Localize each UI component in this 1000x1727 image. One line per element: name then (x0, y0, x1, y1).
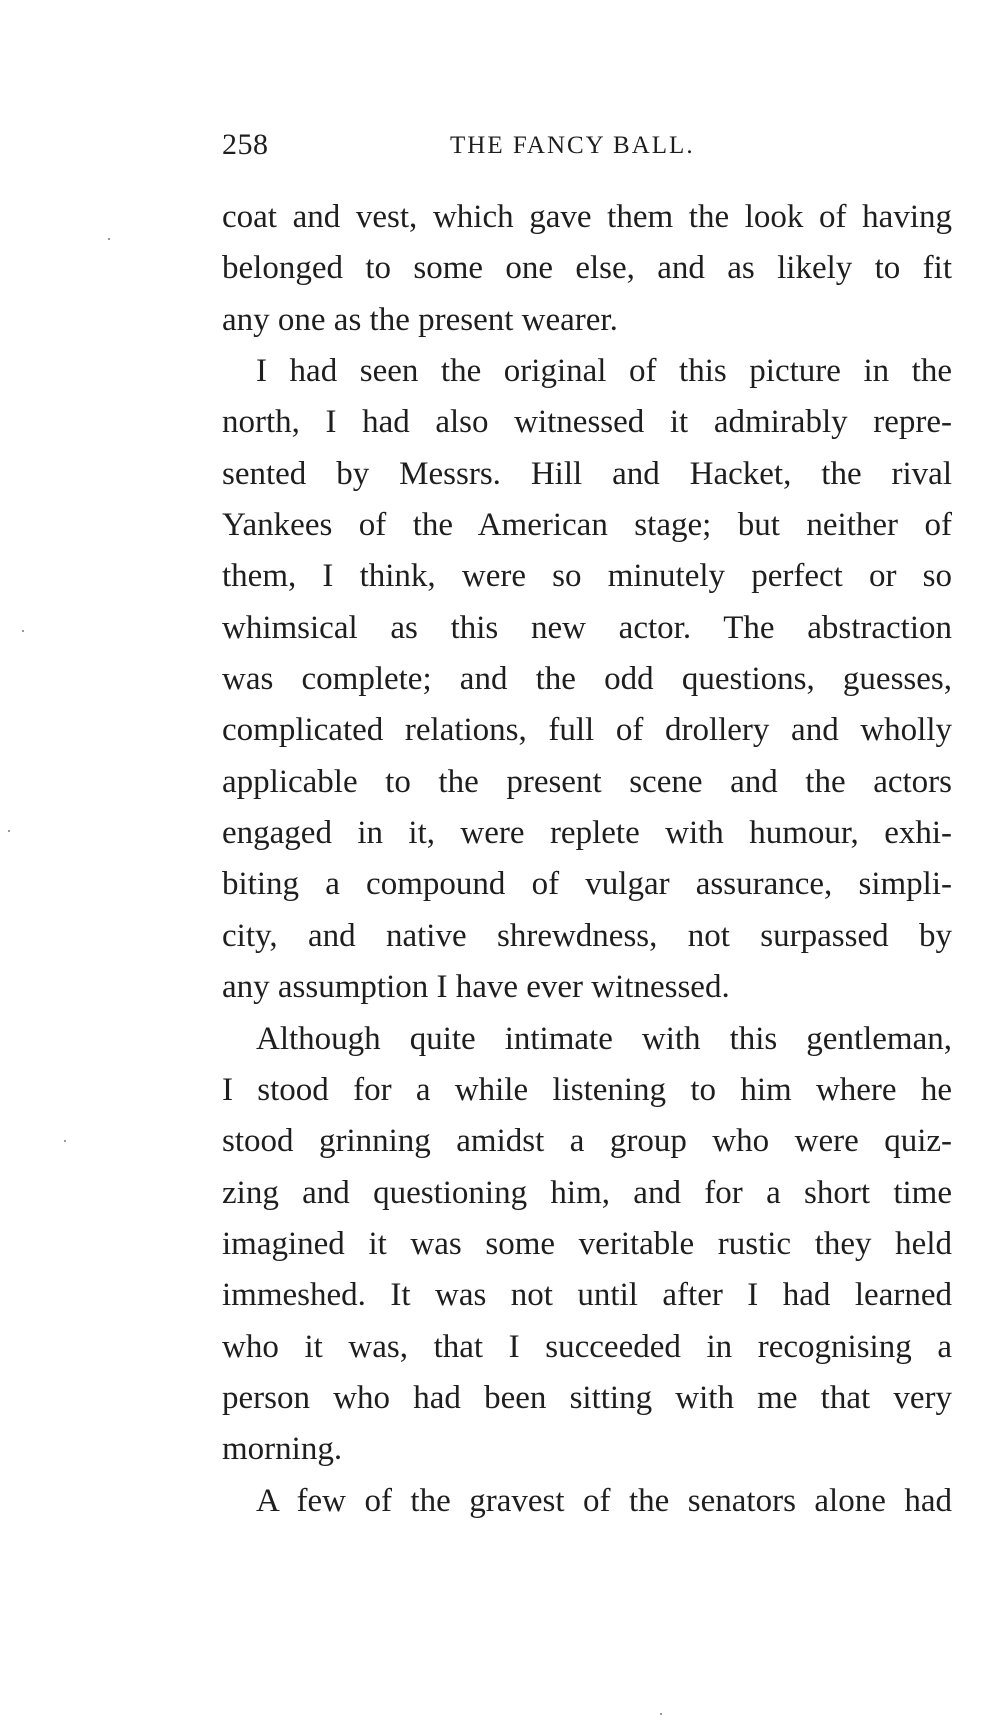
scan-speck (108, 238, 110, 240)
text-line: complicated relations, full of drollery and wholly (222, 712, 952, 749)
scan-speck (660, 1713, 662, 1715)
text-line: zing and questioning him, and for a short time (222, 1174, 952, 1211)
running-head (222, 128, 952, 168)
text-line: biting a compound of vulgar assurance, simpli- (222, 866, 952, 903)
text-line: applicable to the present scene and the actors (222, 763, 952, 800)
running-title: THE FANCY BALL. (450, 132, 695, 159)
text-line: I stood for a while listening to him where he (222, 1071, 952, 1108)
text-line: was complete; and the odd questions, guesses, (222, 661, 952, 698)
text-line: immeshed. It was not until after I had learned (222, 1277, 952, 1314)
text-line: coat and vest, which gave them the look of having (222, 199, 952, 235)
text-line: belonged to some one else, and as likely to fit (222, 250, 952, 287)
scan-speck (64, 1140, 66, 1142)
paragraph-start-line: I had seen the original of this picture in the (256, 353, 952, 390)
text-line: morning. (222, 1431, 343, 1468)
text-line: them, I think, were so minutely perfect or so (222, 558, 952, 595)
text-line: person who had been sitting with me that very (222, 1379, 952, 1416)
text-line: any assumption I have ever witnessed. (222, 969, 730, 1006)
text-line: north, I had also witnessed it admirably repre- (222, 404, 952, 441)
text-line: any one as the present wearer. (222, 301, 618, 338)
scan-speck (8, 830, 10, 832)
body-text (222, 192, 952, 1527)
text-line: imagined it was some veritable rustic they held (222, 1225, 952, 1262)
scan-speck (22, 630, 24, 632)
text-line: whimsical as this new actor. The abstraction (222, 609, 952, 646)
text-line: engaged in it, were replete with humour, exhi- (222, 815, 952, 852)
paragraph-start-line: Although quite intimate with this gentleman, (256, 1020, 952, 1057)
paragraph-start-line: A few of the gravest of the senators alone had (256, 1482, 952, 1519)
text-line: stood grinning amidst a group who were quiz- (222, 1123, 952, 1160)
page-number: 258 (222, 128, 269, 161)
text-line: Yankees of the American stage; but neither of (222, 507, 952, 544)
text-line: who it was, that I succeeded in recognising a (222, 1328, 952, 1365)
text-line: sented by Messrs. Hill and Hacket, the rival (222, 455, 952, 492)
text-line: city, and native shrewdness, not surpassed by (222, 917, 952, 954)
